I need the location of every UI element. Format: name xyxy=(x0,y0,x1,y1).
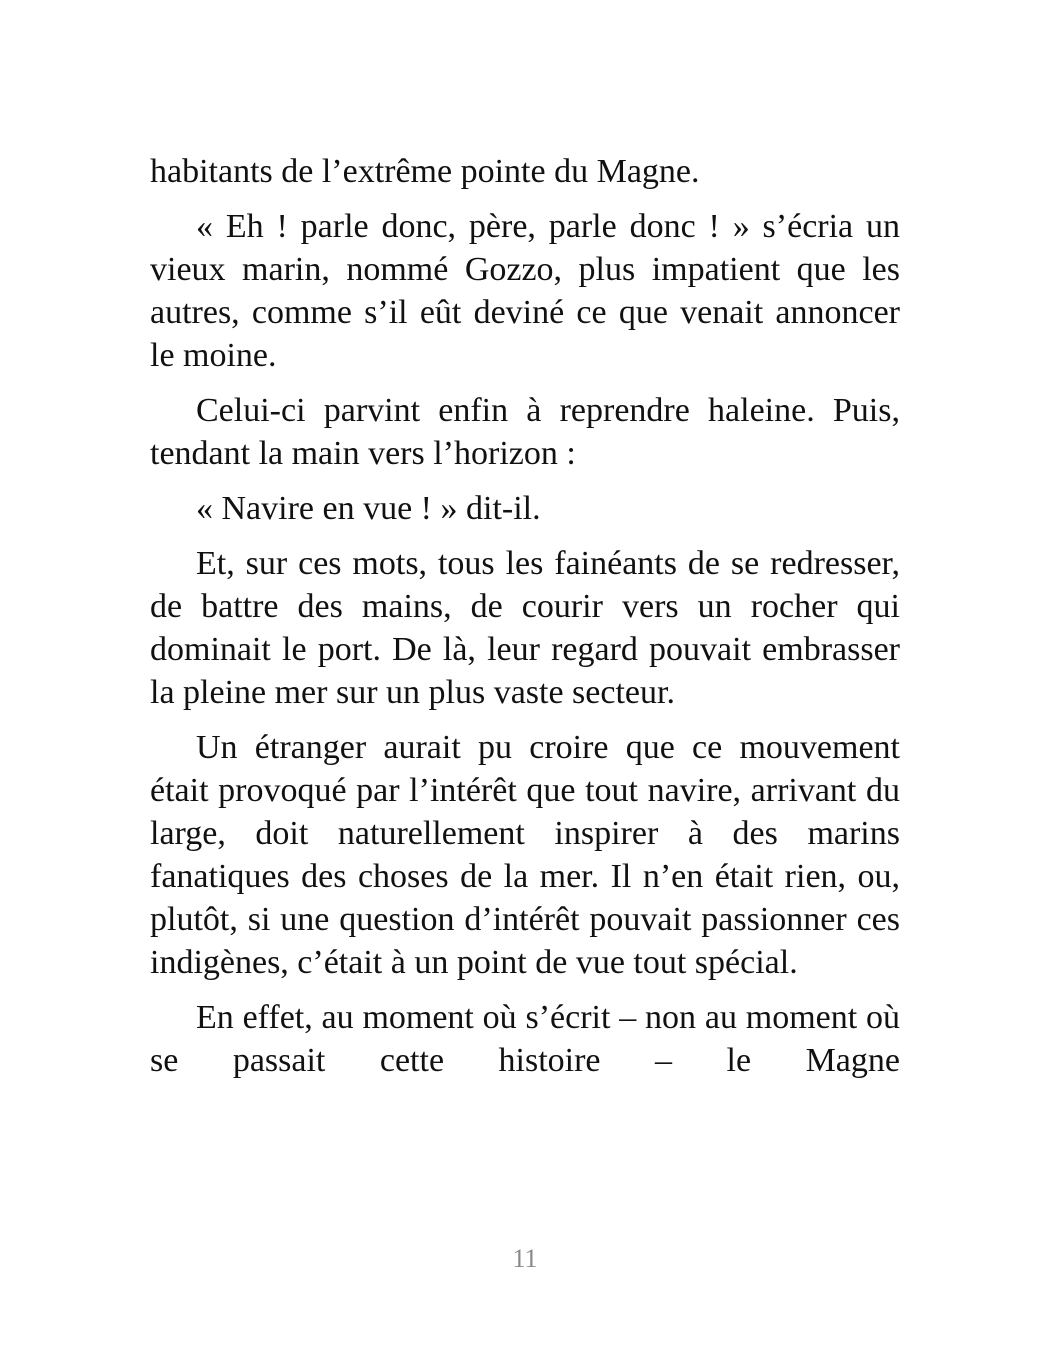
paragraph: « Eh ! parle donc, père, parle donc ! » s’écria un vieux marin, nommé Gozzo, plus impatient que les autres, comme s’il eût deviné ce que venait annoncer le moine. xyxy=(150,208,900,374)
body-text xyxy=(150,150,900,1094)
page-number: 11 xyxy=(512,1244,538,1273)
paragraph-continuation: habitants de l’extrême pointe du Magne. xyxy=(150,153,700,190)
paragraph: Un étranger aurait pu croire que ce mouvement était provoqué par l’intérêt que tout navire, arrivant du large, doit naturellement inspirer à des marins fanatiques des choses de la mer. Il n’en était rien, ou, plutôt, si une question d’intérêt pouvait passionner ces indigènes, c’était à un point de vue tout spécial. xyxy=(150,729,900,981)
paragraph: « Navire en vue ! » dit-il. xyxy=(196,490,541,527)
paragraph: En effet, au moment où s’écrit – non au moment où se passait cette histoire – le Magne xyxy=(150,999,900,1079)
paragraph: Celui-ci parvint enfin à reprendre haleine. Puis, tendant la main vers l’horizon : xyxy=(150,392,900,472)
paragraph: Et, sur ces mots, tous les fainéants de se redresser, de battre des mains, de courir vers un rocher qui dominait le port. De là, leur regard pouvait embrasser la pleine mer sur un plus vaste secteur. xyxy=(150,545,900,711)
